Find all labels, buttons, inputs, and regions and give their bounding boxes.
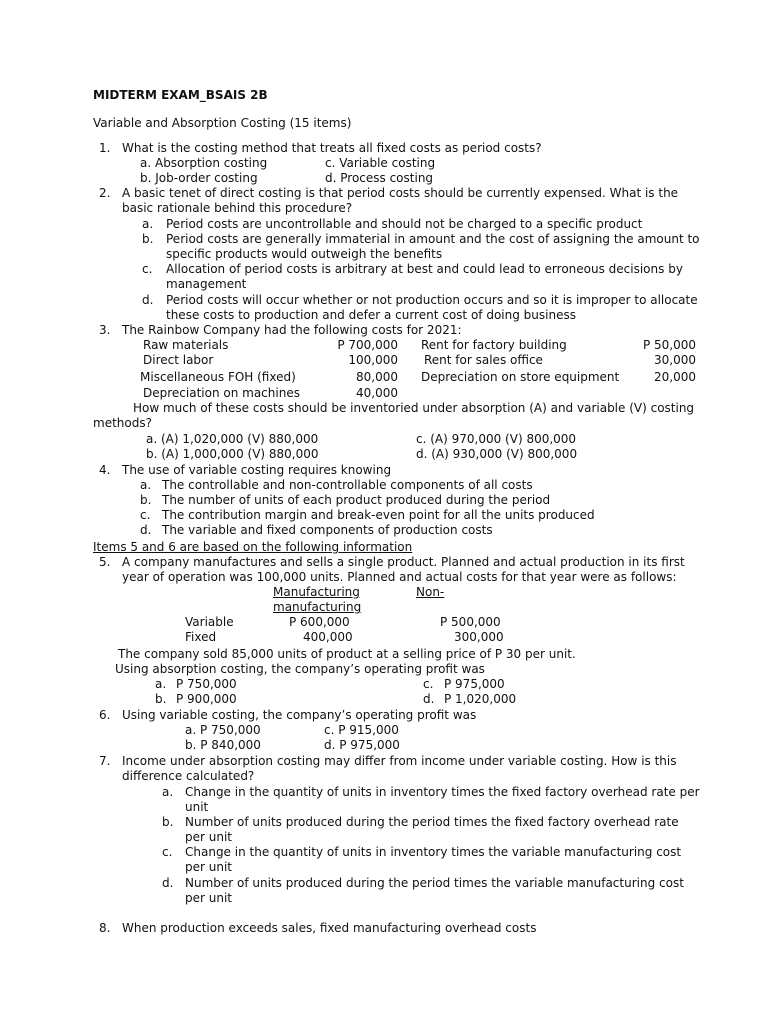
choice-b: b. P 840,000: [185, 738, 261, 752]
cost-amount: 30,000: [654, 353, 696, 367]
column-header-non: Non-: [416, 585, 445, 599]
row-label: Fixed: [185, 630, 217, 644]
question-number: 8.: [99, 921, 111, 935]
choice-label: a.: [155, 677, 167, 691]
choice-label: a.: [140, 478, 152, 492]
question-text: When production exceeds sales, fixed manufacturing overhead costs: [122, 921, 537, 935]
choice-b-cont: specific products would outweigh the benefits: [166, 247, 443, 261]
cost-label: Direct labor: [143, 353, 214, 367]
question-text: methods?: [93, 416, 152, 430]
cell-value: 300,000: [454, 630, 504, 644]
cell-value: P 600,000: [289, 615, 350, 629]
choice-c: c. (A) 970,000 (V) 800,000: [416, 432, 577, 446]
choice-b: Number of units produced during the period times the fixed factory overhead rate: [185, 815, 679, 829]
question-text: A company manufactures and sells a single product. Planned and actual production in its first: [122, 555, 685, 569]
choice-c: P 975,000: [444, 677, 505, 691]
choice-d: P 1,020,000: [444, 692, 517, 706]
column-header-manufacturing: Manufacturing: [273, 585, 360, 599]
choice-c: c. P 915,000: [324, 723, 399, 737]
choice-b: The number of units of each product produced during the period: [162, 493, 551, 507]
question-number: 4.: [99, 463, 111, 477]
question-text: The company sold 85,000 units of product at a selling price of P 30 per unit.: [118, 647, 576, 661]
choice-d: Number of units produced during the period times the variable manufacturing cost: [185, 876, 684, 890]
choice-b: P 900,000: [176, 692, 237, 706]
question-text: What is the costing method that treats all fixed costs as period costs?: [122, 141, 542, 155]
choice-a-cont: unit: [185, 800, 209, 814]
choice-label: d.: [162, 876, 174, 890]
question-text: basic rationale behind this procedure?: [122, 201, 353, 215]
question-number: 6.: [99, 708, 111, 722]
cost-amount: 100,000: [348, 353, 398, 367]
question-text: A basic tenet of direct costing is that period costs should be currently expensed. What is the: [122, 186, 679, 200]
choice-c: c. Variable costing: [325, 156, 436, 170]
choice-b: Period costs are generally immaterial in amount and the cost of assigning the amount to: [166, 232, 700, 246]
choice-a: The controllable and non-controllable components of all costs: [162, 478, 533, 492]
choice-b: b. Job-order costing: [140, 171, 258, 185]
choice-label: d.: [140, 523, 152, 537]
column-header-nonmanufacturing: manufacturing: [273, 600, 362, 614]
items-note: Items 5 and 6 are based on the following information: [93, 540, 413, 554]
cost-amount: 80,000: [356, 370, 398, 384]
exam-title: MIDTERM EXAM_BSAIS 2B: [93, 88, 268, 102]
choice-c: Change in the quantity of units in inventory times the variable manufacturing cost: [185, 845, 682, 859]
choice-a: Period costs are uncontrollable and should not be charged to a specific product: [166, 217, 643, 231]
cost-amount: 40,000: [356, 386, 398, 400]
cost-label: Rent for factory building: [421, 338, 567, 352]
choice-d: Period costs will occur whether or not production occurs and so it is improper to allocate: [166, 293, 698, 307]
choice-a: Change in the quantity of units in inventory times the fixed factory overhead rate per: [185, 785, 700, 799]
question-number: 5.: [99, 555, 111, 569]
question-number: 2.: [99, 186, 111, 200]
question-text: How much of these costs should be inventoried under absorption (A) and variable (V) costing: [133, 401, 695, 415]
question-number: 7.: [99, 754, 111, 768]
choice-label: a.: [142, 217, 154, 231]
choice-label: c.: [162, 845, 173, 859]
choice-c-cont: per unit: [185, 860, 232, 874]
question-text: year of operation was 100,000 units. Planned and actual costs for that year were as follows:: [122, 570, 677, 584]
choice-c: Allocation of period costs is arbitrary at best and could lead to erroneous decisions by: [166, 262, 683, 276]
cost-label: Depreciation on machines: [143, 386, 300, 400]
choice-b: b. (A) 1,000,000 (V) 880,000: [146, 447, 319, 461]
choice-label: c.: [142, 262, 153, 276]
choice-d-cont: per unit: [185, 891, 232, 905]
question-text: The Rainbow Company had the following costs for 2021:: [122, 323, 462, 337]
question-text: Using absorption costing, the company’s operating profit was: [115, 662, 485, 676]
choice-a: P 750,000: [176, 677, 237, 691]
cost-label: Rent for sales office: [424, 353, 543, 367]
cell-value: P 500,000: [440, 615, 501, 629]
cell-value: 400,000: [303, 630, 353, 644]
question-text: difference calculated?: [122, 769, 255, 783]
cost-label: Raw materials: [143, 338, 229, 352]
choice-label: b.: [142, 232, 154, 246]
question-text: The use of variable costing requires knowing: [122, 463, 392, 477]
choice-d: d. Process costing: [325, 171, 434, 185]
cost-amount: 20,000: [654, 370, 696, 384]
question-number: 3.: [99, 323, 111, 337]
cost-amount: P 50,000: [642, 338, 696, 352]
cost-amount: P 700,000: [337, 338, 398, 352]
choice-d-cont: these costs to production and defer a current cost of doing business: [166, 308, 576, 322]
choice-d: d. P 975,000: [324, 738, 400, 752]
choice-label: a.: [162, 785, 174, 799]
choice-label: b.: [140, 493, 152, 507]
choice-label: c.: [140, 508, 151, 522]
question-number: 1.: [99, 141, 111, 155]
cost-label: Depreciation on store equipment: [421, 370, 620, 384]
choice-c: The contribution margin and break-even point for all the units produced: [162, 508, 595, 522]
choice-a: a. (A) 1,020,000 (V) 880,000: [146, 432, 319, 446]
question-text: Using variable costing, the company’s operating profit was: [122, 708, 477, 722]
choice-d: The variable and fixed components of production costs: [162, 523, 493, 537]
choice-label: c.: [423, 677, 434, 691]
exam-subtitle: Variable and Absorption Costing (15 items): [93, 116, 352, 130]
choice-b-cont: per unit: [185, 830, 232, 844]
choice-d: d. (A) 930,000 (V) 800,000: [416, 447, 578, 461]
choice-label: d.: [142, 293, 154, 307]
choice-a: a. Absorption costing: [140, 156, 268, 170]
row-label: Variable: [185, 615, 234, 629]
question-text: Income under absorption costing may differ from income under variable costing. How is this: [122, 754, 677, 768]
cost-label: Miscellaneous FOH (fixed): [140, 370, 296, 384]
choice-label: b.: [162, 815, 174, 829]
choice-c-cont: management: [166, 277, 247, 291]
choice-label: d.: [423, 692, 435, 706]
choice-label: b.: [155, 692, 167, 706]
choice-a: a. P 750,000: [185, 723, 261, 737]
